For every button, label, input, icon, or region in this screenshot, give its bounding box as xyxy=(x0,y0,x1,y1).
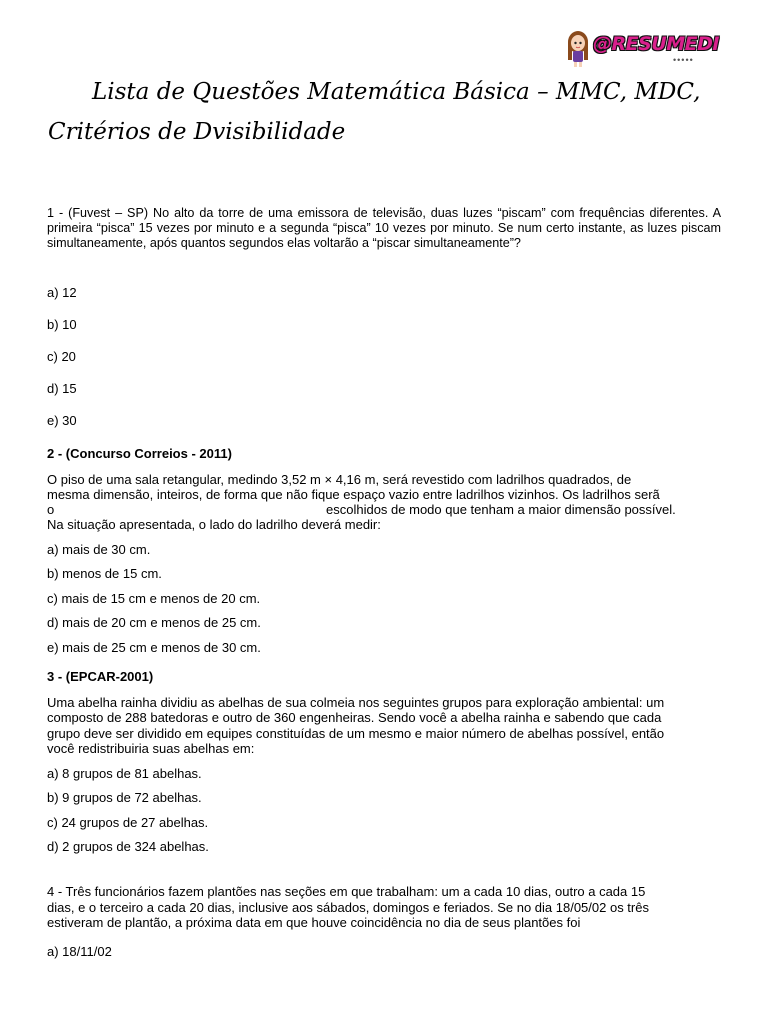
q2-option-d: d) mais de 20 cm e menos de 25 cm. xyxy=(47,615,261,630)
q3-option-c: c) 24 grupos de 27 abelhas. xyxy=(47,815,209,830)
q2-option-e: e) mais de 25 cm e menos de 30 cm. xyxy=(47,640,261,655)
q2-option-b: b) menos de 15 cm. xyxy=(47,566,162,581)
brand-logo xyxy=(565,30,735,70)
brand-dots: ••••• xyxy=(673,55,694,65)
q1-option-c: c) 20 xyxy=(47,349,76,364)
q2-line-1: O piso de uma sala retangular, medindo 3,52 m × 4,16 m, será revestido com ladrilhos quadrados, de xyxy=(47,472,632,487)
title-line-1: Lista de Questões Matemática Básica – MMC, MDC, xyxy=(92,79,701,105)
q1-option-d: d) 15 xyxy=(47,381,77,396)
q2-line-3b: escolhidos de modo que tenham a maior dimensão possível. xyxy=(326,502,676,517)
q3-line-3: grupo deve ser dividido em equipes constituídas de um mesmo e maior número de abelhas possível, então xyxy=(47,726,665,741)
q2-line-3: o xyxy=(47,502,55,517)
q2-option-c: c) mais de 15 cm e menos de 20 cm. xyxy=(47,591,261,606)
brand-name: @RESUMEDI xyxy=(593,33,719,55)
q4-option-a: a) 18/11/02 xyxy=(47,944,112,959)
q2-line-4: Na situação apresentada, o lado do ladrilho deverá medir: xyxy=(47,517,381,532)
q4-line-3: estiveram de plantão, a próxima data em que houve coincidência no dia de seus plantões foi xyxy=(47,915,581,930)
title-line-2: Critérios de Dvisibilidade xyxy=(48,119,346,145)
q1-option-b: b) 10 xyxy=(47,317,77,332)
q3-option-b: b) 9 grupos de 72 abelhas. xyxy=(47,790,202,805)
document-title xyxy=(48,72,738,152)
q2-option-a: a) mais de 30 cm. xyxy=(47,542,151,557)
question-3-heading: 3 - (EPCAR-2001) xyxy=(47,669,154,684)
q3-line-2: composto de 288 batedoras e outro de 360 engenheiras. Sendo você a abelha rainha e sabendo que cada xyxy=(47,710,662,725)
q3-option-a: a) 8 grupos de 81 abelhas. xyxy=(47,766,202,781)
question-2-heading: 2 - (Concurso Correios - 2011) xyxy=(47,446,232,461)
question-1-text: 1 - (Fuvest – SP) No alto da torre de uma emissora de televisão, duas luzes “piscam” com frequências diferentes. A primeira “pisca” 15 vezes por minuto e a segunda “pisca” 10 vezes por minuto. Se num certo instante, as luzes piscam simultaneamente, após quantos segundos elas voltarão a “piscar simultaneamente”? xyxy=(47,206,721,250)
q1-option-e: e) 30 xyxy=(47,413,77,428)
girl-avatar-icon xyxy=(565,30,591,68)
q3-option-d: d) 2 grupos de 324 abelhas. xyxy=(47,839,209,854)
q4-line-1: 4 - Três funcionários fazem plantões nas seções em que trabalham: um a cada 10 dias, outro a cada 15 xyxy=(47,884,646,899)
q3-line-1: Uma abelha rainha dividiu as abelhas de sua colmeia nos seguintes grupos para exploração ambiental: um xyxy=(47,695,665,710)
q4-line-2: dias, e o terceiro a cada 20 dias, inclusive aos sábados, domingos e feriados. Se no dia 18/05/02 os três xyxy=(47,900,649,915)
q2-line-2: mesma dimensão, inteiros, de forma que não fique espaço vazio entre ladrilhos vizinhos. Os ladrilhos serã xyxy=(47,487,660,502)
q3-line-4: você redistribuiria suas abelhas em: xyxy=(47,741,255,756)
q1-option-a: a) 12 xyxy=(47,285,77,300)
